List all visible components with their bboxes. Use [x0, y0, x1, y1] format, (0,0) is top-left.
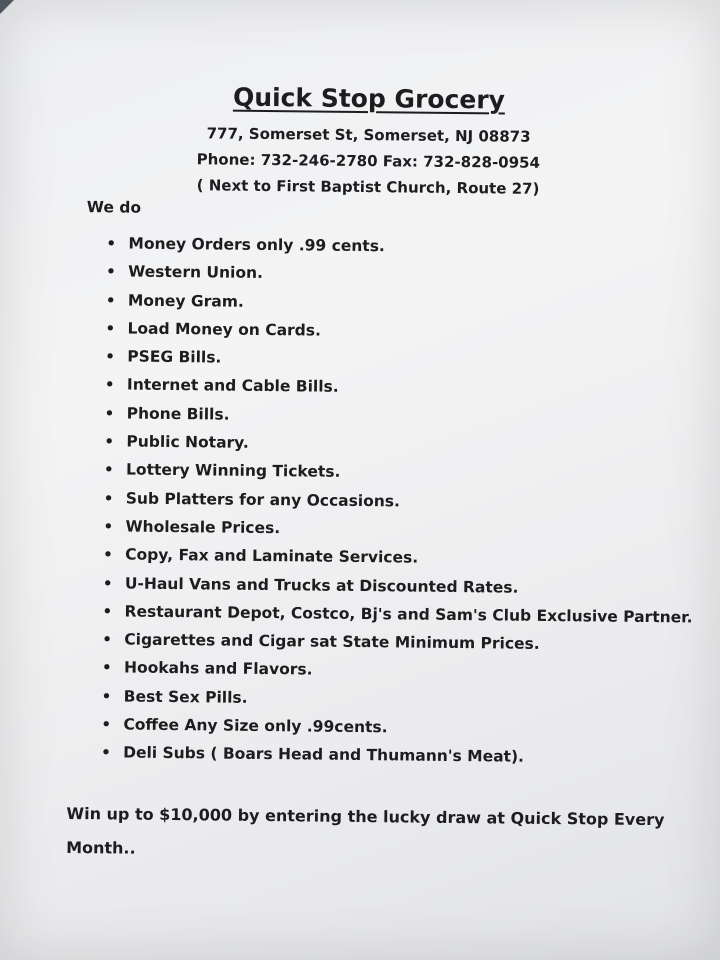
- service-label: Sub Platters for any Occasions.: [125, 489, 401, 511]
- page-title: Quick Stop Grocery: [232, 82, 506, 115]
- service-label: Cigarettes and Cigar sat State Minimum Prices.: [124, 630, 540, 654]
- bullet-icon: •: [104, 375, 115, 394]
- phone-fax-line: Phone: 732-246-2780 Fax: 732-828-0954: [196, 150, 541, 172]
- bullet-icon: •: [102, 573, 113, 592]
- bullet-icon: •: [103, 488, 114, 508]
- service-label: Money Gram.: [127, 291, 244, 311]
- bullet-icon: •: [102, 630, 113, 649]
- bullet-icon: •: [106, 262, 116, 281]
- bullet-icon: •: [103, 545, 113, 564]
- service-item: [101, 739, 701, 774]
- service-label: Copy, Fax and Laminate Services.: [125, 545, 419, 567]
- bullet-icon: •: [103, 517, 114, 536]
- address-line: 777, Somerset St, Somerset, NJ 08873: [206, 124, 531, 146]
- bullet-icon: •: [102, 602, 113, 621]
- service-label: Internet and Cable Bills.: [126, 376, 339, 397]
- service-label: Public Notary.: [126, 432, 249, 452]
- service-label: Western Union.: [128, 262, 264, 283]
- bullet-icon: •: [103, 460, 114, 479]
- location-note: ( Next to First Baptist Church, Route 27): [196, 176, 540, 198]
- bullet-icon: •: [106, 234, 117, 253]
- service-label: Money Orders only .99 cents.: [128, 234, 385, 256]
- service-label: U-Haul Vans and Trucks at Discounted Rates.: [124, 574, 519, 597]
- service-label: Coffee Any Size only .99cents.: [123, 715, 388, 737]
- service-label: Deli Subs ( Boars Head and Thumann's Meat).: [123, 743, 525, 767]
- service-label: Lottery Winning Tickets.: [125, 460, 341, 482]
- bullet-icon: •: [101, 715, 112, 734]
- intro-text: We do: [86, 198, 142, 217]
- service-label: Restaurant Depot, Costco, Bj's and Sam's Club Exclusive Partner.: [124, 602, 693, 627]
- service-label: Hookahs and Flavors.: [123, 658, 313, 679]
- bullet-icon: •: [101, 743, 111, 762]
- bullet-icon: •: [105, 347, 115, 366]
- bullet-icon: •: [104, 432, 115, 451]
- bullet-icon: •: [105, 290, 116, 310]
- service-label: Load Money on Cards.: [127, 319, 322, 340]
- bullet-icon: •: [101, 687, 112, 706]
- service-label: Best Sex Pills.: [123, 687, 248, 707]
- service-label: PSEG Bills.: [127, 347, 222, 367]
- bullet-icon: •: [101, 658, 112, 677]
- bullet-icon: •: [105, 319, 116, 338]
- promo-footer: Win up to $10,000 by entering the lucky draw at Quick Stop Every Month..: [66, 803, 665, 858]
- services-list: [101, 229, 707, 773]
- bullet-icon: •: [104, 404, 115, 423]
- service-label: Wholesale Prices.: [125, 517, 281, 538]
- service-label: Phone Bills.: [126, 404, 230, 424]
